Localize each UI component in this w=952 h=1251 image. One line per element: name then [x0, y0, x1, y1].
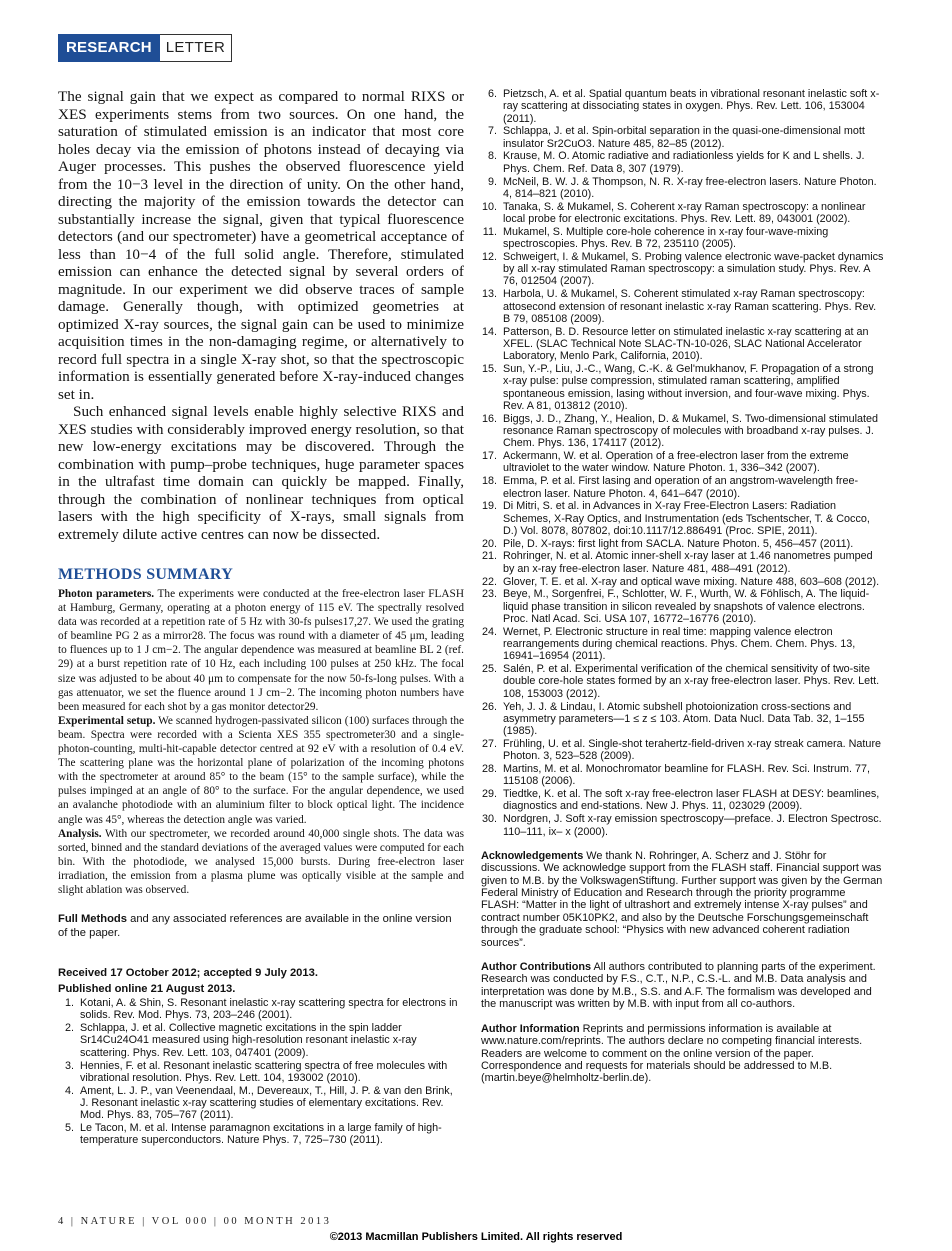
article-type-label: LETTER: [160, 34, 232, 62]
reference-number: 29.: [481, 788, 497, 801]
methods-text: With our spectrometer, we recorded around 40,000 single shots. The data was sorted, binned and the standard deviations of the averaged values were computed for each bin. With the photodiode, we analysed 15,000 bursts. During free-electron laser irradiation, the emission from a plasma plume was optically visible at the sample and slight ablation was observed.: [58, 827, 464, 896]
reference-item: [481, 475, 885, 500]
reference-number: 10.: [481, 200, 497, 213]
reference-text: Rohringer, N. et al. Atomic inner-shell x-ray laser at 1.46 nanometres pumped by an x-ray free-electron laser. Nature 481, 488–491 (2012).: [503, 550, 873, 575]
reference-number: 13.: [481, 288, 497, 301]
reference-number: 14.: [481, 325, 497, 338]
reference-number: 7.: [487, 125, 497, 138]
reference-number: 4.: [64, 1084, 74, 1097]
reference-number: 6.: [487, 88, 497, 100]
reference-text: Schlappa, J. et al. Spin-orbital separation in the quasi-one-dimensional mott insulator Sr2CuO3. Nature 485, 82–85 (2012).: [503, 125, 865, 150]
methods-analysis: [58, 827, 464, 897]
acknowledgements: [481, 850, 885, 949]
reference-item: [481, 201, 885, 226]
right-column: [481, 88, 885, 1085]
methods-heading: Photon parameters.: [58, 588, 155, 600]
reference-number: 27.: [481, 737, 497, 750]
reference-text: Frühling, U. et al. Single-shot terahertz-field-driven x-ray streak camera. Nature Photon. 3, 523–528 (2009).: [503, 737, 882, 763]
full-methods-heading: Full Methods: [58, 913, 127, 926]
reference-item: [481, 363, 885, 412]
reference-item: [481, 788, 885, 813]
reference-item: [58, 997, 464, 1022]
reference-text: Pietzsch, A. et al. Spatial quantum beats in vibrational resonant inelastic soft x-ray scattering at dissociating states in oxygen. Phys. Rev. Lett. 106, 153004 (2011).: [503, 88, 880, 125]
reference-item: [481, 813, 885, 838]
methods-heading: Analysis.: [58, 827, 102, 840]
reference-item: [481, 88, 885, 125]
reference-text: Le Tacon, M. et al. Intense paramagnon excitations in a large family of high-temperature superconductors. Nature Phys. 7, 725–730 (2011).: [80, 1122, 442, 1147]
reference-item: [481, 663, 885, 700]
reference-list-right: [481, 88, 885, 838]
reference-text: Pile, D. X-rays: first light from SACLA. Nature Photon. 5, 456–457 (2011).: [503, 537, 854, 550]
reference-number: 18.: [481, 475, 497, 488]
received-accepted-line: Received 17 October 2012; accepted 9 July 2013.: [58, 967, 318, 980]
reference-item: [481, 763, 885, 788]
reference-text: Schweigert, I. & Mukamel, S. Probing valence electronic wave-packet dynamics by all x-ray stimulated Raman spectroscopy: a simulation study. Phys. Rev. A 76, 012504 (2007).: [503, 250, 884, 288]
author-contributions-text: All authors contributed to planning parts of the experiment. Research was conducted by F.S., C.T., N.P., C.S.-L. and M.B. Data analysis and interpretation was done by M.B., S.S. and A.F. The formalism was developed and the manuscript was written by M.B. with input from all co-authors.: [481, 961, 876, 1011]
reference-text: Di Mitri, S. et al. in Advances in X-ray Free-Electron Lasers: Radiation Schemes, X-Ray Optics, and Instrumentation (eds Tschentscher, T. & Cocco, D.) Vol. 8078, 807802, doi:10.1117/12.886491 (Proc. SPIE, 2011).: [503, 500, 870, 537]
reference-item: [481, 251, 885, 288]
reference-item: [58, 1085, 464, 1122]
reference-text: Yeh, J. J. & Lindau, I. Atomic subshell photoionization cross-sections and asymmetry parameters—1 ≤ z ≤ 103. Atom. Data Nucl. Data Tab. 32, 1–155 (1985).: [503, 700, 865, 738]
reference-text: Patterson, B. D. Resource letter on stimulated inelastic x-ray scattering at an XFEL. (SLAC Technical Note SLAC-TN-10-026, SLAC National Accelerator Laboratory, Menlo Park, California, 2010).: [503, 325, 869, 363]
reference-item: [58, 1060, 464, 1085]
reference-text: Schlappa, J. et al. Collective magnetic excitations in the spin ladder Sr14Cu24O41 measured using high-resolution resonant inelastic x-ray scattering. Phys. Rev. Lett. 103, 047401 (2009).: [80, 1022, 417, 1059]
acknowledgements-heading: Acknowledgements: [481, 849, 584, 862]
reference-text: Martins, M. et al. Monochromator beamline for FLASH. Rev. Sci. Instrum. 77, 115108 (2006).: [503, 763, 871, 788]
reference-number: 15.: [481, 363, 497, 376]
reference-text: Kotani, A. & Shin, S. Resonant inelastic x-ray scattering spectra for electrons in solids. Rev. Mod. Phys. 73, 203–246 (2001).: [80, 997, 458, 1022]
reference-item: [481, 588, 885, 625]
reference-item: [481, 288, 885, 325]
methods-experimental-setup: [58, 714, 464, 827]
methods-summary-title: METHODS SUMMARY: [58, 566, 234, 583]
methods-heading: Experimental setup.: [58, 714, 156, 727]
reference-number: 3.: [64, 1059, 74, 1072]
reference-item: [481, 550, 885, 575]
reference-text: Biggs, J. D., Zhang, Y., Healion, D. & Mukamel, S. Two-dimensional stimulated resonance Raman spectroscopy of molecules with broadband x-ray pulses. J. Chem. Phys. 136, 174117 (2012).: [503, 412, 879, 450]
methods-text: The experiments were conducted at the free-electron laser FLASH at Hamburg, Germany, operating at a photon energy of 115 eV. The spectrally resolved data was recorded at a repetition rate of 5 Hz with 30-fs pulses17,27. We used the grating of beamline PG 2 as a mirror28. The focus was round with a diameter of 45 μm, leading to fluences up to 1 J cm−2. The angular dependence was measured at beamline BL 2 (ref. 29) at a burst repetition rate of 10 Hz, each including 100 pulses at 250 kHz. The focal size was adjusted to be about 40 μm to compensate for the now 50-fs-long pulses. With a gas attenuator, we set the fluence around 1 J cm−2. The incoming photon numbers have been measured for each shot by a gas monitor detector29.: [58, 588, 464, 713]
reference-item: [58, 1022, 464, 1059]
author-information: [481, 1023, 885, 1085]
reference-number: 22.: [481, 575, 497, 588]
reference-item: [481, 738, 885, 763]
left-column: [58, 88, 464, 1147]
reference-number: 5.: [64, 1122, 74, 1135]
reference-text: McNeil, B. W. J. & Thompson, N. R. X-ray free-electron lasers. Nature Photon. 4, 814–821 (2010).: [503, 175, 877, 200]
received-dates: [58, 966, 464, 997]
acknowledgements-text: We thank N. Rohringer, A. Scherz and J. Stöhr for discussions. We acknowledge support from the FLASH staff. Financial support was given to M.B. by the VolkswagenStiftung. Further support was given by the German Federal Ministry of Education and Research through the priority programme FLASH: “Matter in the light of ultrashort and extremely intense X-ray pulses” and contract number 05K10PK2, and also by the Deutsche Forschungsgemeinschaft through the graduate school: “Physics with new advanced coherent radiation sources”.: [481, 849, 883, 949]
copyright-notice: ©2013 Macmillan Publishers Limited. All rights reserved: [329, 1231, 623, 1243]
reference-text: Salén, P. et al. Experimental verification of the chemical sensitivity of two-site double core-hole states formed by an x-ray free-electron laser. Phys. Rev. Lett. 108, 153003 (2012).: [503, 663, 880, 700]
body-paragraph-1: The signal gain that we expect as compared to normal RIXS or XES experiments stems from two sources. On one hand, the saturation of stimulated emission is an indicator that most core holes decay via the emission of photons instead of decaying via Auger processes. This pushes the observed fluorescence yield from the 10−3 level in the direction of unity. On the other hand, directing the majority of the emission towards the detector can substantially increase the signal, given that typical fluorescence detectors (and our spectrometer) have a geometrical acceptance of less than 10−4 of the full solid angle. Therefore, stimulated emission can enhance the detected signal by several orders of magnitude. In our experiment we did observe traces of sample damage. Generally though, with optimized geometries at optimized X-ray sources, the signal gain can be used to minimize acquisition times in the non-damaging regime, or alternatively to record full spectra in a single X-ray shot, so that the spectroscopic information is essentially generated before X-ray-induced changes set in.: [58, 88, 464, 403]
reference-text: Emma, P. et al. First lasing and operation of an angstrom-wavelength free-electron laser. Nature Photon. 4, 641–647 (2010).: [503, 475, 859, 500]
author-contributions: [481, 961, 885, 1011]
reference-number: 23.: [481, 588, 497, 601]
reference-text: Hennies, F. et al. Resonant inelastic scattering spectra of free molecules with vibrational resolution. Phys. Rev. Lett. 104, 193002 (2010).: [80, 1059, 448, 1084]
reference-number: 17.: [481, 450, 497, 463]
author-information-block: [481, 1023, 885, 1085]
reference-item: [481, 176, 885, 201]
body-paragraph-2: Such enhanced signal levels enable highly selective RIXS and XES studies with considerably improved energy resolution, so that new low-energy excitations may be discovered. Through the combination with pump–probe techniques, huge parameter spaces in the ultrafast time domain can quickly be mapped. Finally, through the combination of nonlinear techniques from optical lasers with the high specificity of X-rays, small signals from extremely dilute active centres can now be dissected.: [58, 403, 464, 543]
page-footer: 4 | NATURE | VOL 000 | 00 MONTH 2013: [58, 1216, 332, 1227]
section-header: [58, 34, 232, 62]
reference-item: [481, 538, 885, 550]
reference-text: Ackermann, W. et al. Operation of a free-electron laser from the extreme ultraviolet to the water window. Nature Photon. 1, 336–342 (2007).: [503, 450, 849, 475]
reference-text: Krause, M. O. Atomic radiative and radiationless yields for K and L shells. J. Phys. Chem. Ref. Data 8, 307 (1979).: [503, 150, 865, 175]
reference-text: Sun, Y.-P., Liu, J.-C., Wang, C.-K. & Gel'mukhanov, F. Propagation of a strong x-ray pulse: pulse compression, stimulated raman scattering, amplified spontaneous emission, lasing without inversion, and four-wave mixing. Phys. Rev. A 81, 013812 (2010).: [503, 363, 874, 412]
reference-number: 19.: [481, 500, 497, 513]
reference-number: 11.: [482, 225, 497, 238]
reference-text: Harbola, U. & Mukamel, S. Coherent stimulated x-ray Raman spectroscopy: attosecond extension of resonant inelastic x-ray Raman scattering. Phys. Rev. B 79, 085108 (2009).: [503, 288, 877, 325]
reference-item: [481, 226, 885, 251]
reference-number: 26.: [481, 700, 497, 713]
reference-number: 20.: [481, 537, 497, 550]
reference-item: [481, 150, 885, 175]
reference-text: Nordgren, J. Soft x-ray emission spectroscopy—preface. J. Electron Spectrosc. 110–111, ix– x (2000).: [503, 813, 882, 838]
full-methods-note: [58, 913, 464, 940]
reference-list-left: [58, 997, 464, 1147]
reference-item: [481, 450, 885, 475]
acknowledgements-block: [481, 850, 885, 949]
reference-item: [481, 500, 885, 537]
reference-number: 25.: [481, 663, 497, 676]
author-information-heading: Author Information: [481, 1022, 580, 1035]
reference-text: Tanaka, S. & Mukamel, S. Coherent x-ray Raman spectroscopy: a nonlinear local probe for electronic excitations. Phys. Rev. Lett. 89, 043001 (2002).: [503, 200, 866, 225]
reference-text: Tiedtke, K. et al. The soft x-ray free-electron laser FLASH at DESY: beamlines, diagnostics and end-stations. New J. Phys. 11, 023029 (2009).: [503, 788, 880, 813]
reference-number: 12.: [481, 250, 497, 263]
reference-number: 8.: [487, 150, 497, 163]
full-methods-text: and any associated references are available in the online version of the paper.: [58, 913, 452, 939]
reference-item: [58, 1122, 464, 1147]
reference-text: Mukamel, S. Multiple core-hole coherence in x-ray four-wave-mixing spectroscopies. Phys. Rev. B 72, 235110 (2005).: [503, 225, 829, 251]
author-contributions-block: [481, 961, 885, 1011]
reference-item: [481, 701, 885, 738]
reference-text: Wernet, P. Electronic structure in real time: mapping valence electron rearrangements during chemical reactions. Phys. Chem. Chem. Phys. 13, 16941–16954 (2011).: [503, 625, 856, 663]
reference-item: [481, 413, 885, 450]
reference-number: 30.: [481, 813, 497, 826]
reference-number: 9.: [487, 175, 497, 188]
reference-item: [481, 125, 885, 150]
author-contributions-heading: Author Contributions: [481, 961, 592, 974]
reference-item: [481, 326, 885, 363]
reference-text: Ament, L. J. P., van Veenendaal, M., Devereaux, T., Hill, J. P. & van den Brink, J. Resonant inelastic x-ray scattering studies of elementary excitations. Rev. Mod. Phys. 83, 705–767 (2011).: [80, 1084, 453, 1122]
reference-text: Glover, T. E. et al. X-ray and optical wave mixing. Nature 488, 603–608 (2012).: [503, 575, 880, 588]
methods-text: We scanned hydrogen-passivated silicon (100) surfaces through the beam. Spectra were recorded with a Scienta XES 355 spectrometer30 and a single-photon-counting, multi-hit-capable detector centred at 92 eV with a resolution of 0.4 eV. The scattering plane was the horizontal plane of polarization of the incoming photons with the spectrometer at around 85° to the beam (15° to the sample surface), while the pulses impinged at an angle of 80° to the surface. For the angular dependence, we used an avalanche photodiode with an aluminium filter to block optical light. The incidence angle was 45°, whereas the detection angle was varied.: [58, 714, 464, 826]
author-information-text: Reprints and permissions information is available at www.nature.com/reprints. The authors declare no competing financial interests. Readers are welcome to comment on the online version of the paper. Correspondence and requests for materials should be addressed to M.B. (martin.beye@helmholtz-berlin.de).: [481, 1022, 863, 1085]
published-online-line: Published online 21 August 2013.: [58, 982, 236, 995]
reference-number: 1.: [64, 997, 74, 1010]
reference-number: 21.: [481, 550, 497, 563]
reference-number: 28.: [481, 763, 497, 776]
reference-item: [481, 626, 885, 663]
section-label: RESEARCH: [58, 34, 160, 62]
reference-item: [481, 576, 885, 588]
reference-number: 16.: [481, 412, 497, 425]
reference-number: 2.: [64, 1022, 74, 1035]
reference-number: 24.: [481, 625, 497, 638]
reference-text: Beye, M., Sorgenfrei, F., Schlotter, W. F., Wurth, W. & Föhlisch, A. The liquid-liquid phase transition in silicon revealed by snapshots of valence electrons. Proc. Natl Acad. Sci. USA 107, 16772–16776 (2010).: [503, 588, 870, 625]
methods-photon-parameters: [58, 587, 464, 714]
